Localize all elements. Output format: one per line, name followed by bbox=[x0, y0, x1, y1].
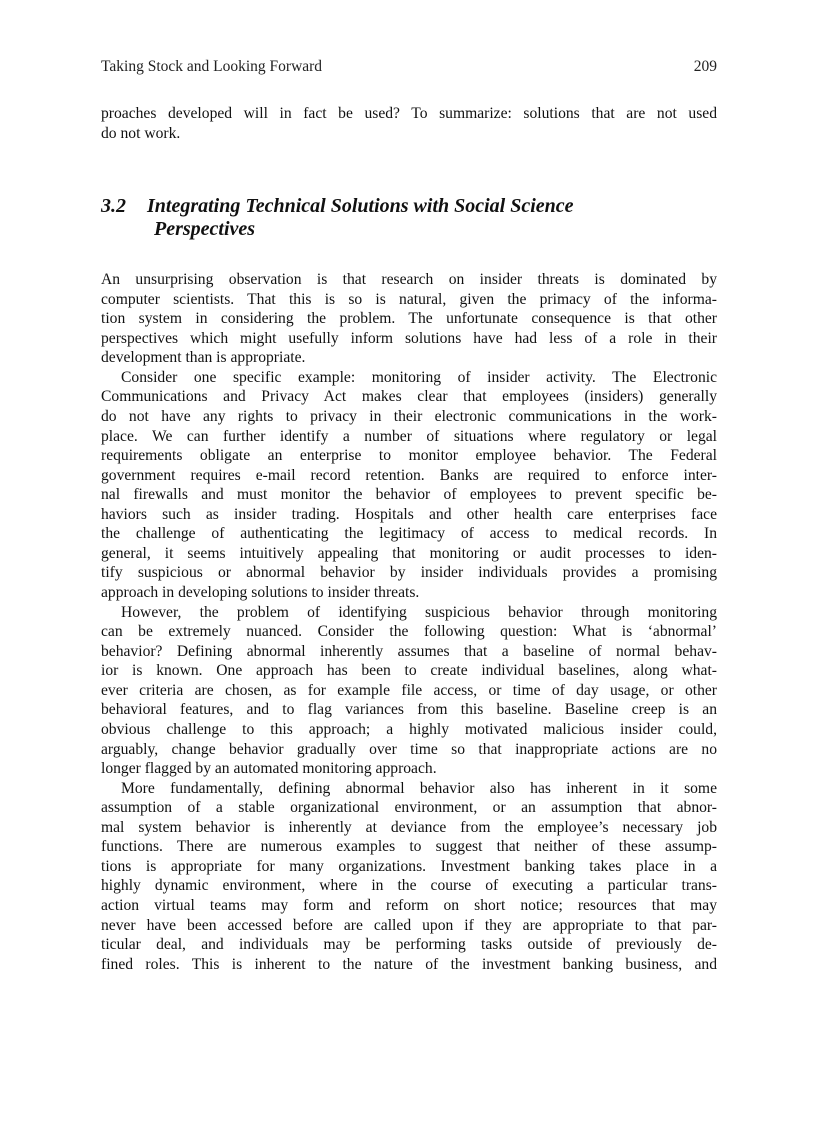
paragraph bbox=[101, 779, 717, 975]
text-line: computer scientists. That this is so is natural, given the primacy of the informa- bbox=[101, 290, 717, 308]
text-line: An unsurprising observation is that research on insider threats is dominated by bbox=[101, 271, 717, 288]
text-line: haviors such as insider trading. Hospitals and other health care enterprises face bbox=[101, 505, 717, 523]
text-line: ticular deal, and individuals may be performing tasks outside of previously de- bbox=[101, 936, 717, 954]
text-line: approach in developing solutions to insider threats. bbox=[101, 584, 420, 601]
text-line: assumption of a stable organizational environment, or an assumption that abnor- bbox=[101, 799, 717, 817]
text-line: proaches developed will in fact be used? To summarize: solutions that are not used bbox=[101, 105, 717, 122]
text-line: the challenge of authenticating the legitimacy of access to medical records. In bbox=[101, 525, 717, 543]
text-line: More fundamentally, defining abnormal behavior also has inherent in it some bbox=[121, 779, 717, 797]
text-line: nal firewalls and must monitor the behavior of employees to prevent specific be- bbox=[101, 486, 717, 504]
page-number: 209 bbox=[693, 58, 717, 75]
section-number: 3.2 bbox=[101, 195, 126, 217]
text-line: mal system behavior is inherently at deviance from the employee’s necessary job bbox=[101, 818, 717, 836]
running-title: Taking Stock and Looking Forward bbox=[101, 58, 323, 75]
section-title-line1: Integrating Technical Solutions with Social Science bbox=[147, 195, 574, 217]
text-line: functions. There are numerous examples to suggest that neither of these assump- bbox=[101, 838, 717, 856]
paragraph bbox=[101, 603, 717, 779]
text-line: obvious challenge to this approach; a highly motivated malicious insider could, bbox=[101, 720, 717, 738]
running-header bbox=[101, 58, 717, 76]
text-line: behavior? Defining abnormal inherently assumes that a baseline of normal behav- bbox=[101, 642, 717, 660]
text-line: Communications and Privacy Act makes clear that employees (insiders) generally bbox=[101, 388, 717, 406]
text-line: development than is appropriate. bbox=[101, 349, 306, 367]
text-line: government requires e-mail record retention. Banks are required to enforce inter- bbox=[101, 466, 717, 484]
text-line: Consider one specific example: monitoring of insider activity. The Electronic bbox=[121, 368, 717, 386]
text-line: perspectives which might usefully inform solutions have had less of a role in their bbox=[101, 329, 717, 347]
text-line: requirements obligate an enterprise to monitor employee behavior. The Federal bbox=[101, 447, 717, 465]
text-line: general, it seems intuitively appealing that monitoring or audit processes to iden- bbox=[101, 544, 717, 562]
text-line: highly dynamic environment, where in the course of executing a particular trans- bbox=[101, 877, 717, 895]
text-line: tions is appropriate for many organizations. Investment banking takes place in a bbox=[101, 857, 717, 875]
paragraph bbox=[101, 270, 717, 368]
text-line: do not work. bbox=[101, 124, 181, 142]
text-line: fined roles. This is inherent to the nature of the investment banking business, and bbox=[101, 955, 717, 973]
text-line: action virtual teams may form and reform on short notice; resources that may bbox=[101, 897, 717, 914]
text-line: tify suspicious or abnormal behavior by insider individuals provides a promising bbox=[101, 564, 717, 582]
section-heading bbox=[101, 195, 574, 241]
text-line: longer flagged by an automated monitoring approach. bbox=[101, 760, 437, 778]
section-title-line2: Perspectives bbox=[154, 218, 256, 240]
text-line: arguably, change behavior gradually over time so that inappropriate actions are no bbox=[101, 740, 717, 758]
text-line: behavioral features, and to flag variances from this baseline. Baseline creep is an bbox=[101, 701, 717, 719]
text-line: do not have any rights to privacy in their electronic communications in the work- bbox=[101, 407, 717, 425]
intro-paragraph bbox=[101, 104, 717, 143]
paragraph bbox=[101, 368, 717, 603]
text-line: However, the problem of identifying suspicious behavior through monitoring bbox=[121, 603, 717, 621]
text-line: place. We can further identify a number of situations where regulatory or legal bbox=[101, 427, 717, 445]
text-line: can be extremely nuanced. Consider the following question: What is ‘abnormal’ bbox=[101, 623, 717, 641]
text-line: tion system in considering the problem. The unfortunate consequence is that other bbox=[101, 310, 717, 328]
body-text bbox=[101, 270, 717, 974]
text-line: ever criteria are chosen, as for example file access, or time of day usage, or other bbox=[101, 681, 717, 699]
text-line: ior is known. One approach has been to create individual baselines, along what- bbox=[101, 662, 717, 680]
text-line: never have been accessed before are called upon if they are appropriate to that par- bbox=[101, 916, 717, 934]
